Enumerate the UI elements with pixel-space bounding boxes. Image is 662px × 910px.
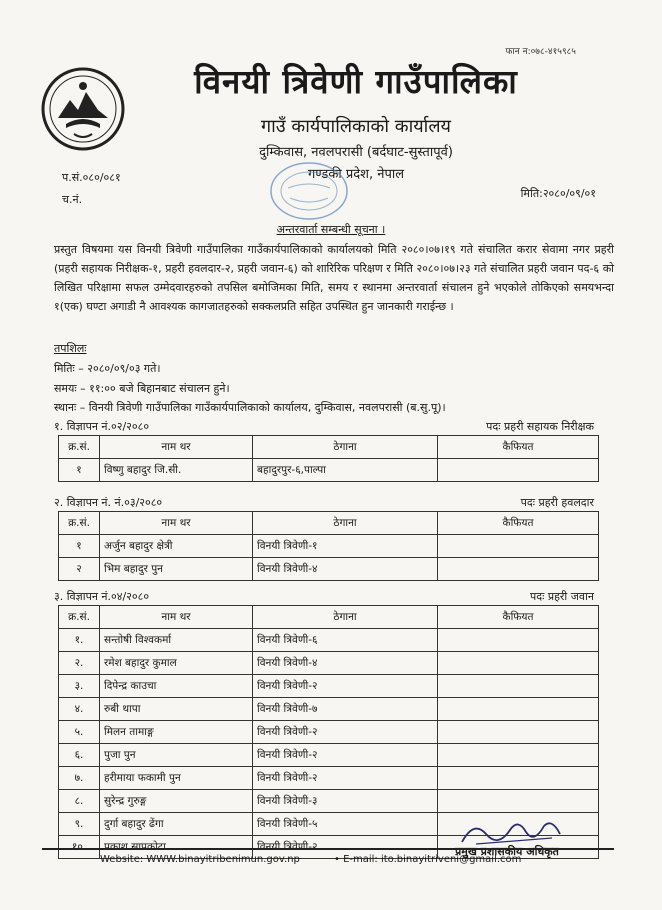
header-name: नाम थर (100, 436, 253, 459)
cell-address: बहादुरपुर-६,पाल्पा (253, 459, 438, 482)
cell-address: विनयी त्रिवेणी-४ (253, 558, 438, 581)
cell-name: भिम बहादुर पुन (100, 558, 253, 581)
cell-name: अर्जुन बहादुर क्षेत्री (100, 535, 253, 558)
cell-sn: ९. (59, 813, 100, 836)
table-header-row (59, 512, 599, 535)
header-sn: क्र.सं. (59, 436, 100, 459)
cell-name: सुरेन्द्र गुरुङ्ग (100, 790, 253, 813)
cell-remarks (438, 721, 599, 744)
table-row (59, 675, 599, 698)
cell-remarks (438, 698, 599, 721)
footer-email-link[interactable]: • E-mail: ito.binayitriveni@gmail.com (334, 854, 522, 865)
cell-sn: १ (59, 459, 100, 482)
cell-sn: ६. (59, 744, 100, 767)
advertisement-number: ३. विज्ञापन नं.०४/२०८० (54, 590, 150, 603)
table-row (59, 767, 599, 790)
table-row (59, 629, 599, 652)
cell-remarks (438, 790, 599, 813)
header-name: नाम थर (100, 606, 253, 629)
cell-remarks (438, 744, 599, 767)
header-remarks: कैफियत (438, 606, 599, 629)
office-stamp-seal (266, 158, 352, 224)
cell-sn: ४. (59, 698, 100, 721)
section-heading (54, 495, 606, 510)
header-remarks: कैफियत (438, 436, 599, 459)
details-heading: तपशिलः (54, 342, 87, 355)
header-address: ठेगाना (253, 606, 438, 629)
cell-name: हरीमाया फकामी पुन (100, 767, 253, 790)
table-header-row (59, 436, 599, 459)
cell-address: विनयी त्रिवेणी-७ (253, 698, 438, 721)
header-address: ठेगाना (253, 512, 438, 535)
advertisement-number: २. विज्ञापन नं. नं.०३/२०८० (54, 496, 163, 509)
cell-address: विनयी त्रिवेणी-३ (253, 790, 438, 813)
table-row (59, 698, 599, 721)
province-line: गण्डकी प्रदेश, नेपाल (307, 167, 405, 182)
cell-address: विनयी त्रिवेणी-१ (253, 535, 438, 558)
advertisement-number: १. विज्ञापन नं.०२/२०८० (54, 420, 150, 433)
dispatch-number: च.नं. (62, 193, 83, 206)
post-title: पदः प्रहरी हवलदार (520, 496, 594, 509)
interview-time: समयः – ११:०० बजे बिहानबाट संचालन हुने। (54, 382, 230, 395)
cell-name: पुजा पुन (100, 744, 253, 767)
header-remarks: कैफियत (438, 512, 599, 535)
table-row (59, 558, 599, 581)
interview-date: मितिः – २०८०/०९/०३ गते। (54, 362, 161, 375)
cell-sn: १०. (59, 836, 100, 859)
table-row (59, 744, 599, 767)
cell-name: मिलन तामाङ्ग (100, 721, 253, 744)
footer-website-link[interactable]: Website: WWW.binayitribenimun.gov.np (100, 854, 300, 865)
table-row (59, 535, 599, 558)
candidates-table (58, 435, 599, 482)
header-address: ठेगाना (253, 436, 438, 459)
table-row (59, 459, 599, 482)
cell-name: प्रकाश सापकोटा (100, 836, 253, 859)
header-name: नाम थर (100, 512, 253, 535)
cell-sn: ३. (59, 675, 100, 698)
reference-number: प.सं.०८०/०८१ (62, 171, 121, 184)
cell-sn: २. (59, 652, 100, 675)
notice-body: प्रस्तुत विषयमा यस विनयी त्रिवेणी गाउँपालिका गाउँकार्यपालिकाको कार्यालयको मिति २०८०।०७।१९ गते संचालित करार सेवामा नगर प्रहरी (प्रहरी सहायक निरीक्षक-१, प्रहरी हवलदार-२, प्रहरी जवान-६) को शारिरिक परिक्षण र मिति २०८०।०७।२३ गते संचालित प्रहरी जवान पद-६ को लिखित परिक्षामा सफल उम्मेदवारहरुको तपसिल बमोजिमका मिति, समय र स्थानमा अन्तरवार्ता संचालन हुने भएकोले तोकिएको समयभन्दा १(एक) घण्टा अगाडी नै आवश्यक कागजातहरुको सक्कलप्रति सहित उपस्थित हुन जानकारी गराईन्छ । (54, 243, 614, 313)
header-sn: क्र.सं. (59, 606, 100, 629)
letter-date: मिति:२०८०/०९/०१ (520, 187, 596, 200)
cell-address: विनयी त्रिवेणी-४ (253, 652, 438, 675)
cell-remarks (438, 629, 599, 652)
cell-address: विनयी त्रिवेणी-२ (253, 744, 438, 767)
cell-sn: ५. (59, 721, 100, 744)
cell-sn: ७. (59, 767, 100, 790)
header-sn: क्र.सं. (59, 512, 100, 535)
table-row (59, 652, 599, 675)
cell-remarks (438, 652, 599, 675)
office-subtitle: गाउँ कार्यपालिकाको कार्यालय (261, 116, 451, 137)
cell-sn: ८. (59, 790, 100, 813)
cell-sn: १. (59, 629, 100, 652)
cell-remarks (438, 767, 599, 790)
cell-name: रुबी थापा (100, 698, 253, 721)
footer-divider (42, 848, 614, 850)
cell-address: विनयी त्रिवेणी-५ (253, 813, 438, 836)
cell-name: विष्णु बहादुर जि.सी. (100, 459, 253, 482)
candidates-table (58, 511, 599, 581)
cell-address: विनयी त्रिवेणी-२ (253, 767, 438, 790)
cell-address: विनयी त्रिवेणी-२ (253, 836, 438, 859)
cell-sn: १ (59, 535, 100, 558)
section-heading (54, 419, 606, 434)
cell-name: दुर्गा बहादुर ढेंगा (100, 813, 253, 836)
interview-place: स्थानः – विनयी त्रिवेणी गाउँपालिका गाउँकार्यपालिकाको कार्यालय, दुम्किवास, नवलपरासी (ब.सु.पू)। (54, 401, 446, 414)
cell-address: विनयी त्रिवेणी-६ (253, 629, 438, 652)
cell-remarks (438, 459, 599, 482)
post-title: पदः प्रहरी जवान (530, 590, 594, 603)
post-title: पदः प्रहरी सहायक निरीक्षक (486, 420, 594, 433)
notice-subject: अन्तरवार्ता सम्बन्धी सूचना । (276, 223, 386, 236)
cell-address: विनयी त्रिवेणी-२ (253, 675, 438, 698)
office-address: दुम्किवास, नवलपरासी (बर्दघाट-सुस्तापूर्व) (259, 145, 453, 160)
section-heading (54, 589, 606, 604)
table-header-row (59, 606, 599, 629)
cell-name: दिपेन्द्र काउचा (100, 675, 253, 698)
cell-remarks (438, 535, 599, 558)
officer-designation: प्रमुख प्रशासकीय अधिकृत (455, 845, 559, 858)
phone-number: फान न:०७८-४१५९८५ (505, 47, 576, 57)
cell-name: सन्तोषी विश्वकर्मा (100, 629, 253, 652)
cell-sn: २ (59, 558, 100, 581)
cell-remarks (438, 558, 599, 581)
municipality-title: विनयी त्रिवेणी गाउँपालिका (194, 62, 518, 101)
cell-remarks (438, 675, 599, 698)
nepal-emblem-logo (40, 66, 126, 152)
cell-name: रमेश बहादुर कुमाल (100, 652, 253, 675)
table-row (59, 790, 599, 813)
cell-address: विनयी त्रिवेणी-२ (253, 721, 438, 744)
table-row (59, 721, 599, 744)
